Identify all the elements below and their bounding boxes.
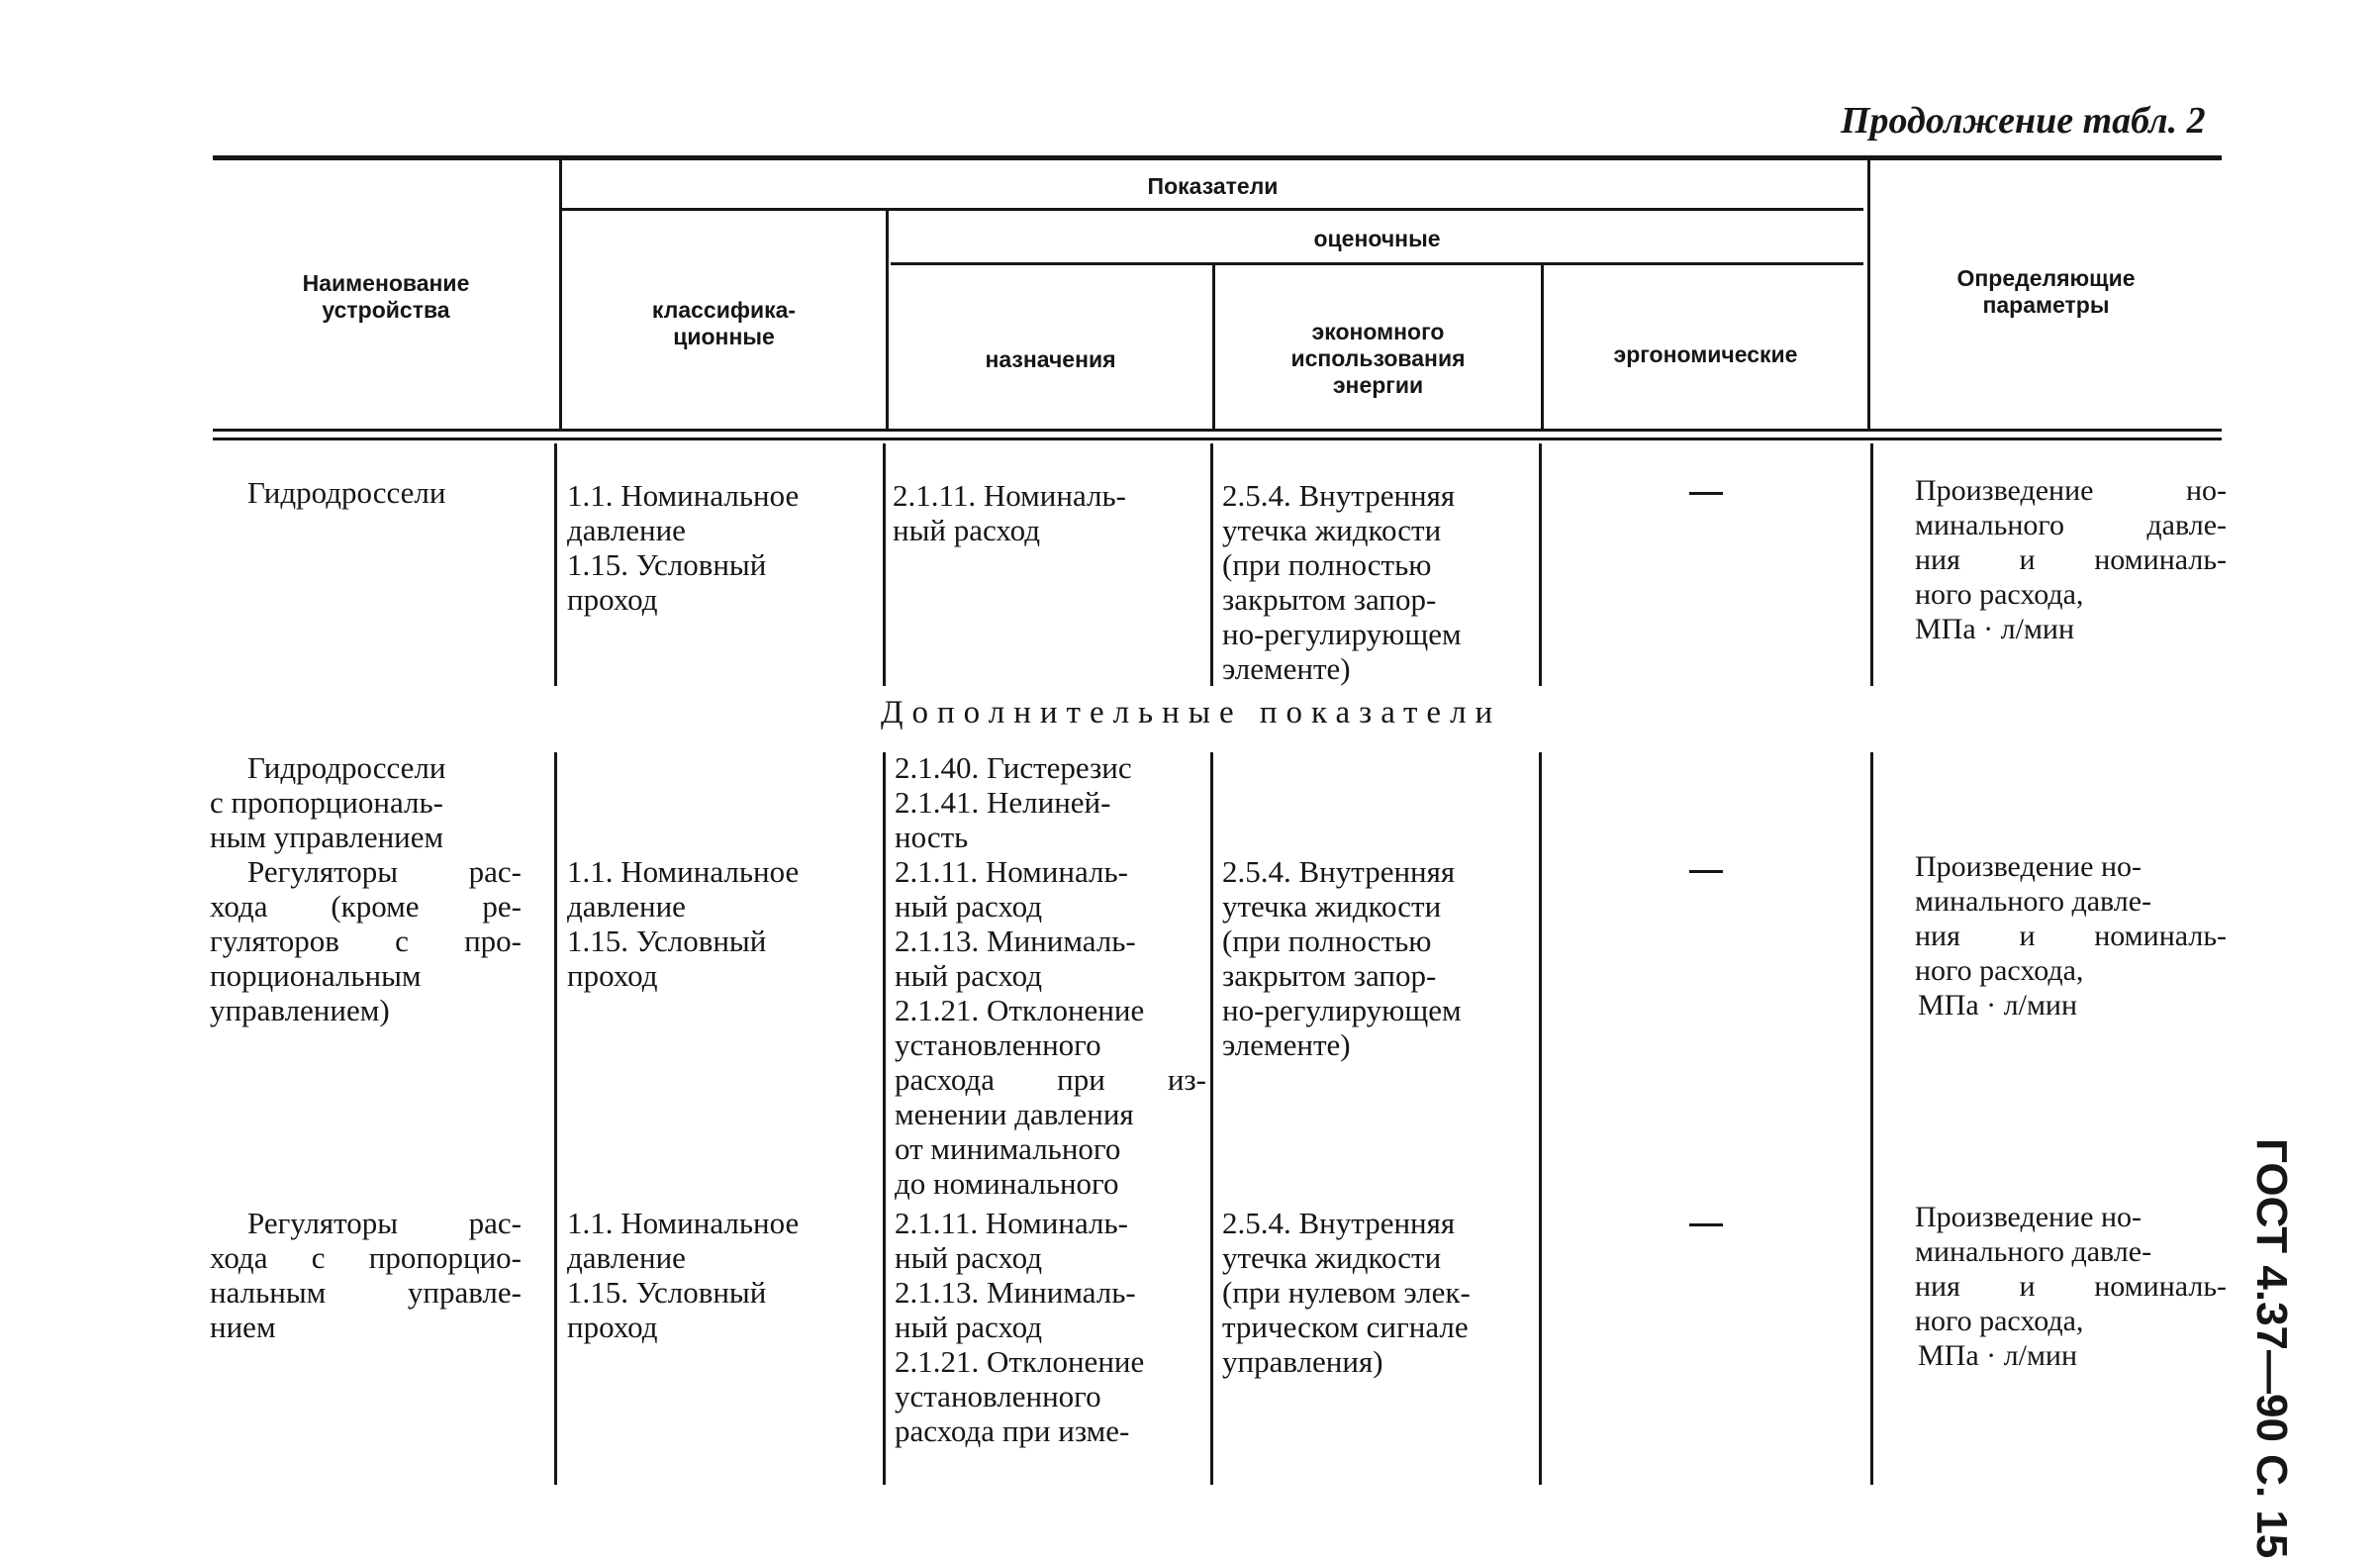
body-divider-4a: [1539, 443, 1542, 686]
body-divider-3b: [1210, 752, 1213, 1485]
header-energy: экономного использования энергии: [1290, 319, 1466, 398]
body-divider-2a: [883, 443, 886, 686]
header-classification: классифика- ционные: [651, 297, 797, 349]
header-bottom-rule-1: [213, 429, 2222, 432]
row4-defining: Произведение но- минального давле- ния и номиналь- ного расхода, МПа · л/мин: [1915, 1201, 2227, 1372]
body-divider-3a: [1210, 443, 1213, 686]
body-divider-5a: [1870, 443, 1873, 686]
table-top-rule: [213, 155, 2222, 160]
row3-ergonomic-dash: [1689, 870, 1723, 873]
header-name: Наименование устройства: [302, 270, 470, 323]
row3-defining: Произведение но- минального давле- ния и номиналь- ного расхода, МПа · л/мин: [1915, 850, 2227, 1022]
row1-energy: 2.5.4. Внутренняя утечка жидкости (при полностью закрытом запор- но-регулирующем элементе): [1222, 478, 1462, 686]
row1-name: Гидродроссели: [247, 475, 446, 510]
row1-ergonomic-dash: [1689, 492, 1723, 495]
body-divider-4b: [1539, 752, 1542, 1485]
header-indicators: Показатели: [1147, 173, 1279, 199]
body-divider-1b: [554, 752, 557, 1485]
indicators-underline: [562, 208, 1863, 211]
header-purpose: назначения: [985, 346, 1116, 372]
side-page-label: ГОСТ 4.37—90 С. 15: [2247, 1138, 2296, 1558]
body-divider-5b: [1870, 752, 1873, 1485]
row3-purpose: 2.1.11. Номиналь- ный расход 2.1.13. Минималь- ный расход 2.1.21. Отклонение установленного расхода при из- менении давления от минимального до номинального: [895, 854, 1206, 1201]
row3-name: Регуляторы рас- хода (кроме ре- гуляторов с про- порциональным управлением): [210, 854, 522, 1027]
row1-defining: Произведение но- минального давле- ния и номиналь- ного расхода, МПа · л/мин: [1915, 474, 2227, 645]
header-divider-1: [559, 160, 562, 431]
evaluative-underline: [891, 262, 1863, 265]
header-divider-2: [886, 211, 889, 431]
row3-classification: 1.1. Номинальное давление 1.15. Условный проход: [567, 854, 800, 993]
continuation-caption: Продолжение табл. 2: [1841, 100, 2206, 142]
row3-energy: 2.5.4. Внутренняя утечка жидкости (при полностью закрытом запор- но-регулирующем элементе): [1222, 854, 1462, 1062]
row2-purpose: 2.1.40. Гистерезис 2.1.41. Нелиней- ность: [895, 750, 1132, 854]
row4-ergonomic-dash: [1689, 1223, 1723, 1226]
row4-energy: 2.5.4. Внутренняя утечка жидкости (при нулевом элек- трическом сигнале управления): [1222, 1206, 1471, 1379]
body-divider-2b: [883, 752, 886, 1485]
row4-name: Регуляторы рас- хода с пропорцио- нальным управле- нием: [210, 1206, 522, 1344]
row2-name: Гидродроссели с пропорциональ- ным управлением: [210, 750, 446, 854]
body-divider-1a: [554, 443, 557, 686]
additional-indicators-band: Дополнительные показатели: [881, 695, 1502, 730]
header-evaluative: оценочные: [1313, 226, 1441, 251]
header-bottom-rule-2: [213, 438, 2222, 440]
row1-classification: 1.1. Номинальное давление 1.15. Условный проход: [567, 478, 800, 617]
header-ergonomic: эргономические: [1613, 341, 1798, 367]
header-defining: Определяющие параметры: [1956, 265, 2136, 318]
row4-purpose: 2.1.11. Номиналь- ный расход 2.1.13. Минималь- ный расход 2.1.21. Отклонение установленного расхода при изме-: [895, 1206, 1145, 1448]
row4-classification: 1.1. Номинальное давление 1.15. Условный проход: [567, 1206, 800, 1344]
row1-purpose: 2.1.11. Номиналь- ный расход: [893, 478, 1126, 547]
